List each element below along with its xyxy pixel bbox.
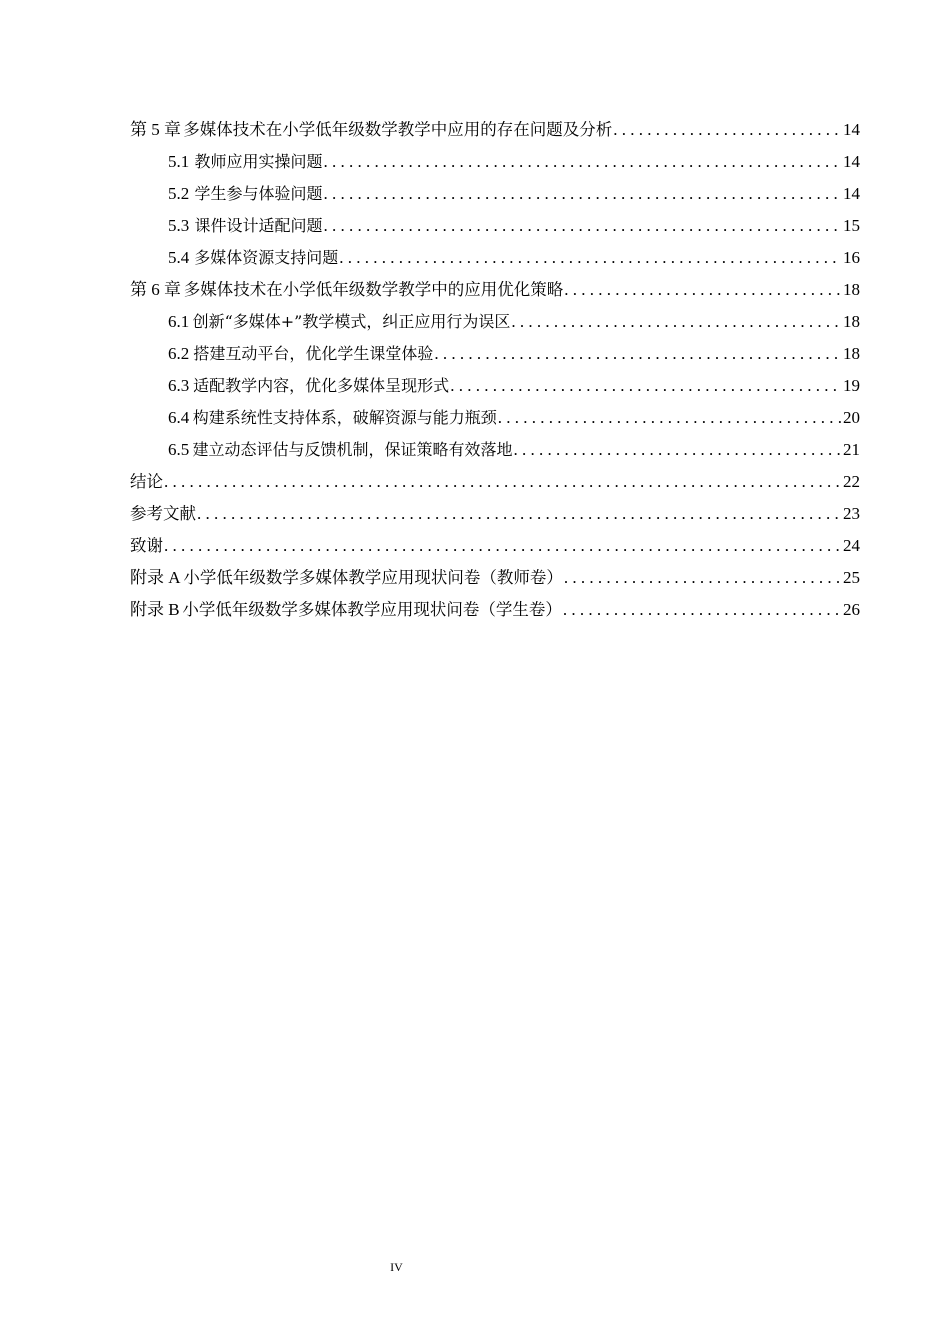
toc-entry-page: 14	[843, 184, 860, 203]
toc-entry-chapter-6[interactable]	[130, 274, 860, 306]
toc-entry-page: 25	[843, 568, 860, 587]
toc-entry-page: 18	[843, 344, 860, 363]
toc-entry-title: 多媒体技术在小学低年级数学教学中应用的存在问题及分析	[183, 120, 613, 139]
toc-entry-appendix-b[interactable]	[130, 594, 860, 626]
toc-entry-5-1[interactable]	[130, 146, 860, 178]
toc-entry-page: 26	[843, 600, 860, 619]
toc-entry-number: 第 6 章	[130, 280, 181, 299]
toc-dot-leader	[564, 274, 841, 306]
toc-dot-leader	[514, 434, 841, 466]
toc-dot-leader	[434, 338, 841, 370]
toc-entry-6-4[interactable]	[130, 402, 860, 434]
toc-entry-title: 多媒体技术在小学低年级数学教学中的应用优化策略	[183, 280, 564, 299]
toc-entry-title: 建立动态评估与反馈机制，保证策略有效落地	[192, 440, 513, 459]
toc-dot-leader	[197, 498, 841, 530]
table-of-contents	[130, 114, 860, 626]
toc-entry-title: 构建系统性支持体系，破解资源与能力瓶颈	[192, 408, 497, 427]
toc-dot-leader	[563, 594, 841, 626]
toc-entry-conclusion[interactable]	[130, 466, 860, 498]
toc-dot-leader	[164, 530, 841, 562]
toc-entry-title: 小学低年级数学多媒体教学应用现状问卷（学生卷）	[182, 600, 562, 619]
toc-entry-page: 24	[843, 536, 860, 555]
toc-entry-number: 附录 B	[130, 600, 180, 619]
toc-dot-leader	[450, 370, 841, 402]
toc-entry-number: 6.1	[168, 312, 190, 331]
toc-dot-leader	[164, 466, 841, 498]
toc-entry-5-3[interactable]	[130, 210, 860, 242]
toc-entry-chapter-5[interactable]	[130, 114, 860, 146]
toc-dot-leader	[498, 402, 841, 434]
toc-entry-page: 22	[843, 472, 860, 491]
toc-entry-references[interactable]	[130, 498, 860, 530]
toc-entry-title: 多媒体资源支持问题	[194, 248, 339, 267]
toc-dot-leader	[339, 242, 841, 274]
toc-entry-number: 5.3	[168, 216, 190, 235]
toc-dot-leader	[613, 114, 841, 146]
toc-entry-number: 5.4	[168, 248, 190, 267]
toc-entry-number: 6.5	[168, 440, 190, 459]
toc-dot-leader	[511, 306, 841, 338]
toc-entry-page: 18	[843, 312, 860, 331]
toc-entry-title: 适配教学内容，优化多媒体呈现形式	[193, 376, 450, 395]
toc-entry-title: 致谢	[130, 536, 163, 555]
toc-dot-leader	[323, 146, 841, 178]
toc-entry-appendix-a[interactable]	[130, 562, 860, 594]
toc-entry-number: 附录 A	[130, 568, 181, 587]
toc-entry-number: 5.2	[168, 184, 190, 203]
toc-entry-page: 23	[843, 504, 860, 523]
toc-dot-leader	[323, 210, 841, 242]
toc-dot-leader	[323, 178, 841, 210]
toc-entry-title: 课件设计适配问题	[194, 216, 323, 235]
toc-entry-number: 第 5 章	[130, 120, 181, 139]
toc-entry-6-2[interactable]	[130, 338, 860, 370]
toc-entry-acknowledgements[interactable]	[130, 530, 860, 562]
toc-entry-title: 创新“多媒体+”教学模式，纠正应用行为误区	[192, 312, 511, 331]
toc-entry-title: 学生参与体验问题	[194, 184, 323, 203]
toc-entry-number: 6.4	[168, 408, 190, 427]
toc-entry-page: 14	[843, 120, 860, 139]
toc-dot-leader	[564, 562, 841, 594]
toc-entry-title: 小学低年级数学多媒体教学应用现状问卷（教师卷）	[183, 568, 563, 587]
toc-entry-number: 6.3	[168, 376, 190, 395]
toc-entry-page: 14	[843, 152, 860, 171]
toc-entry-6-5[interactable]	[130, 434, 860, 466]
toc-entry-number: 6.2	[168, 344, 190, 363]
toc-entry-title: 结论	[130, 472, 163, 491]
toc-entry-page: 16	[843, 248, 860, 267]
toc-entry-number: 5.1	[168, 152, 190, 171]
toc-entry-title: 教师应用实操问题	[194, 152, 323, 171]
toc-entry-page: 20	[843, 408, 860, 427]
toc-entry-title: 搭建互动平台，优化学生课堂体验	[193, 344, 434, 363]
toc-entry-6-3[interactable]	[130, 370, 860, 402]
toc-entry-page: 21	[843, 440, 860, 459]
toc-entry-title: 参考文献	[130, 504, 196, 523]
page-number: IV	[390, 1260, 403, 1274]
toc-entry-page: 19	[843, 376, 860, 395]
toc-entry-page: 15	[843, 216, 860, 235]
toc-entry-5-4[interactable]	[130, 242, 860, 274]
toc-entry-6-1[interactable]	[130, 306, 860, 338]
toc-entry-page: 18	[843, 280, 860, 299]
toc-entry-5-2[interactable]	[130, 178, 860, 210]
